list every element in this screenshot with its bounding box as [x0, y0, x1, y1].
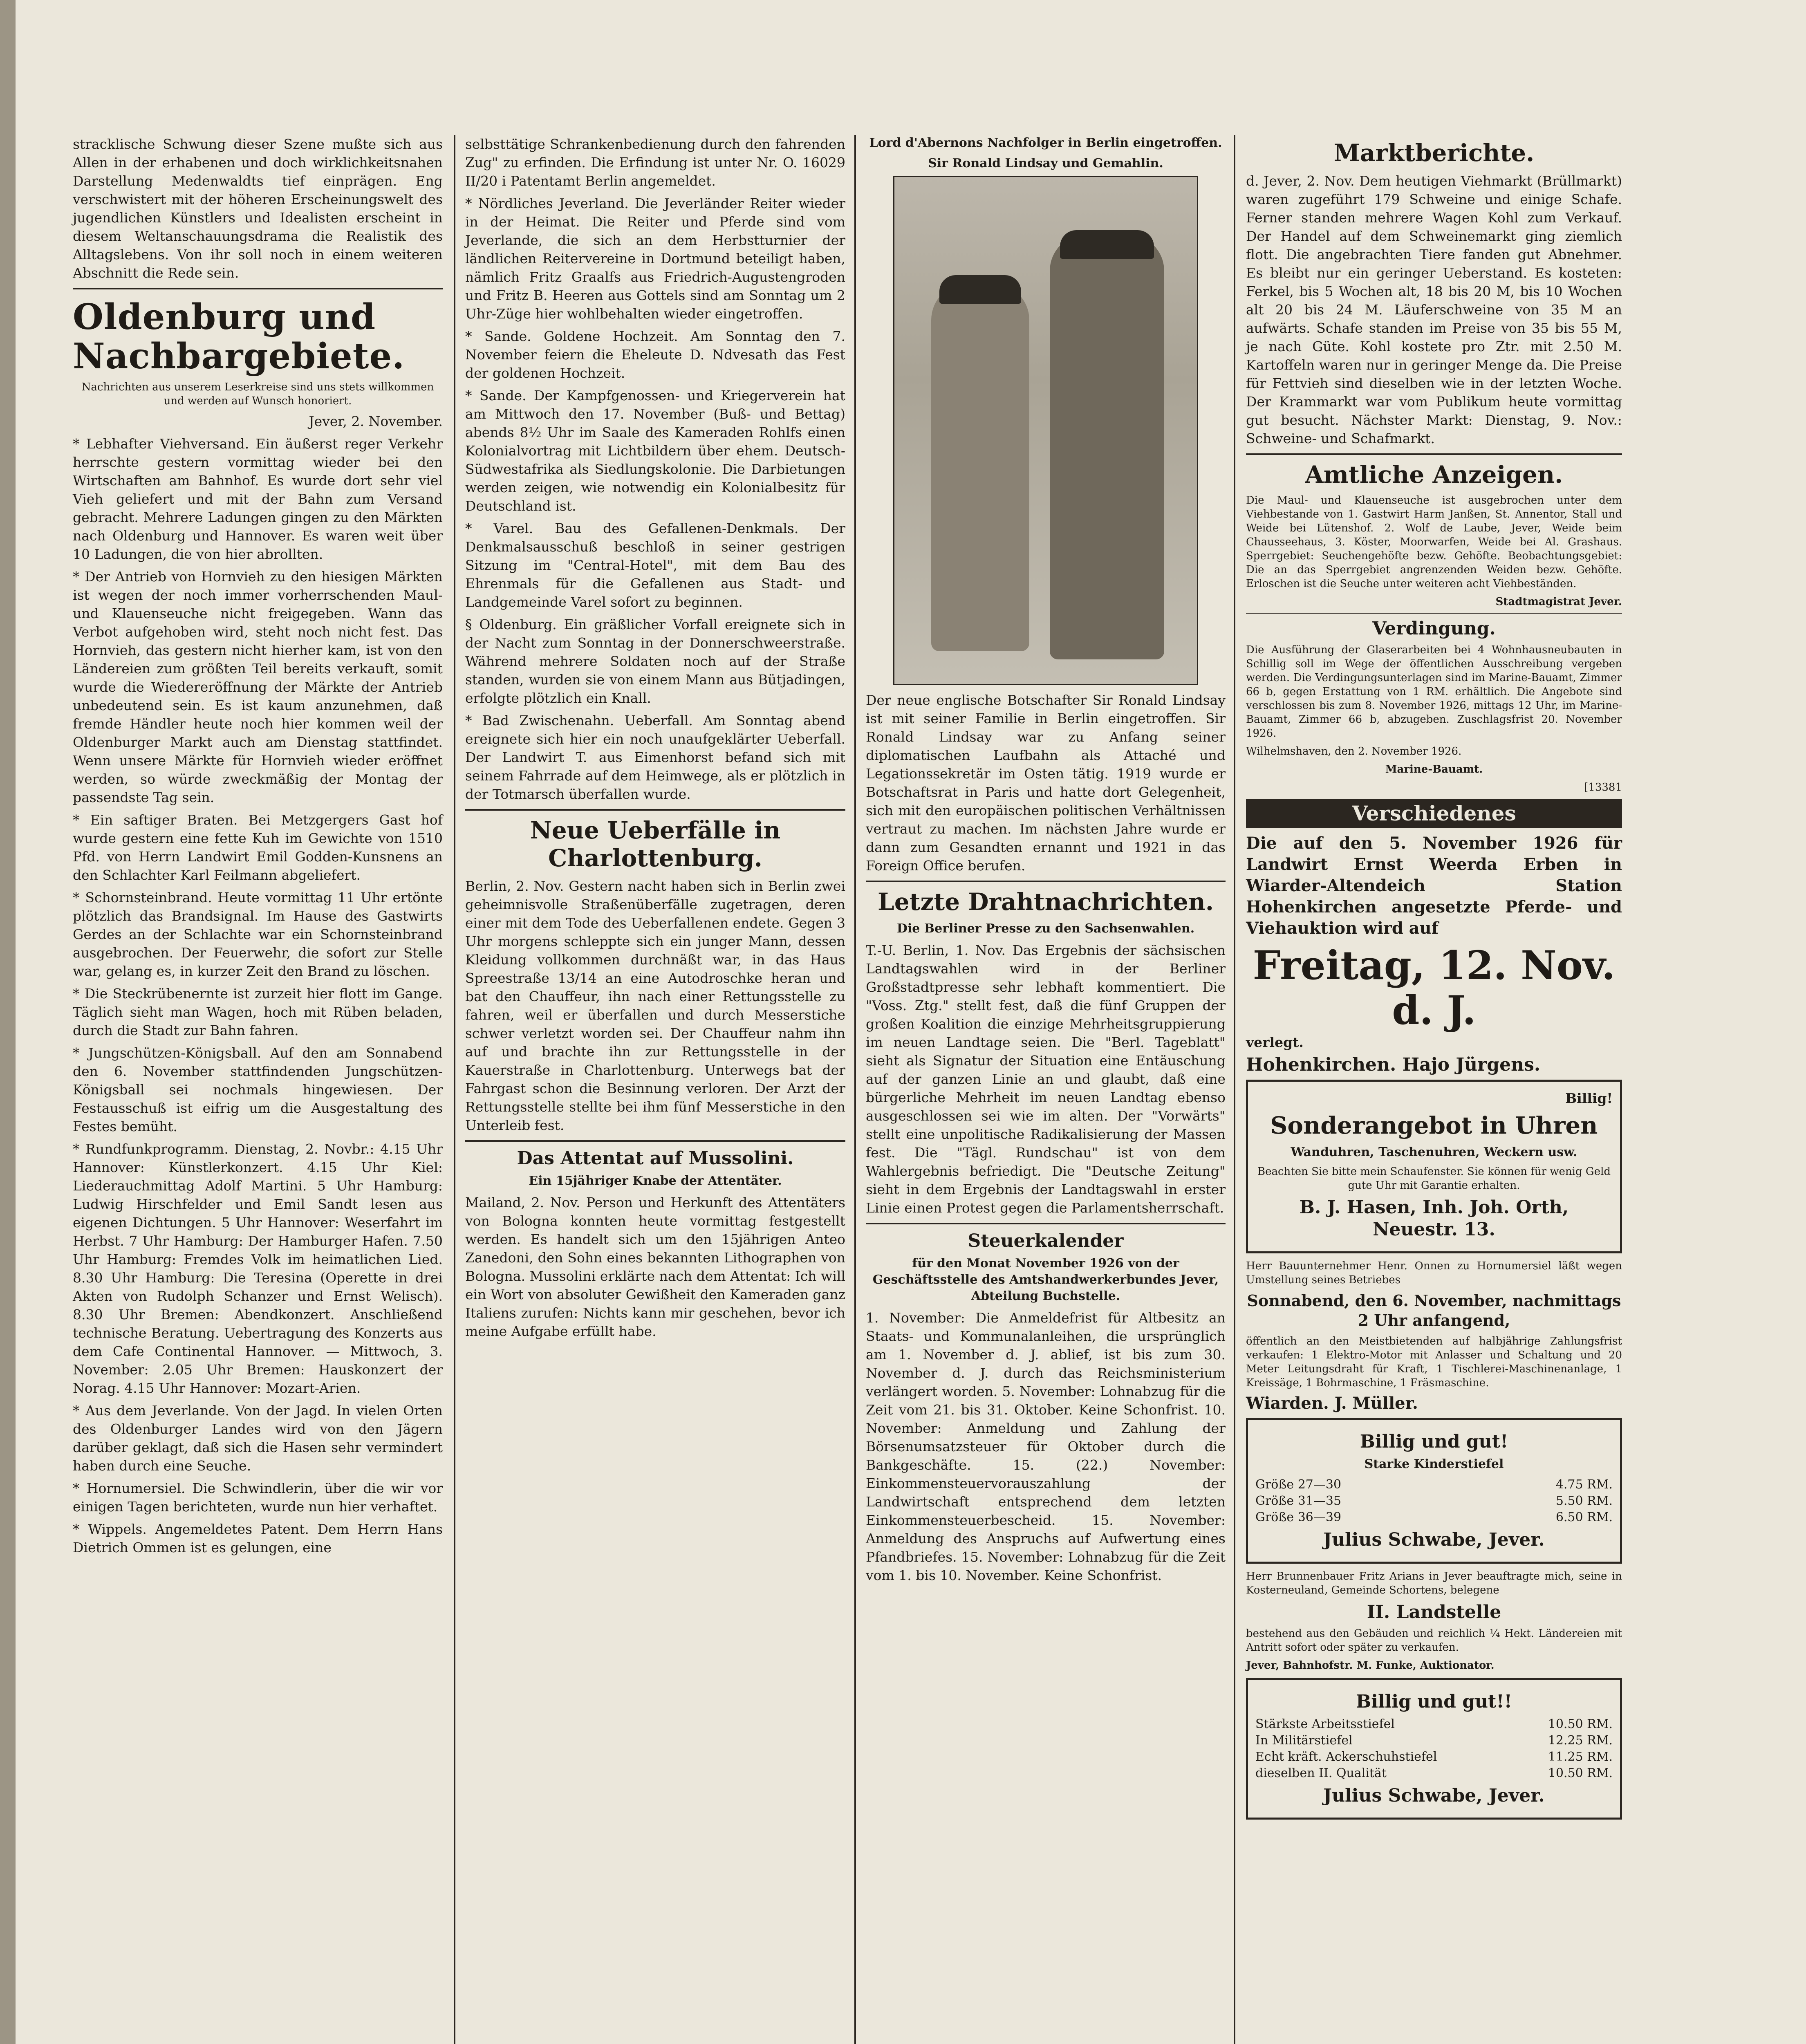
price-row: Stärkste Arbeitsstiefel 10.50 RM. [1255, 1717, 1613, 1731]
column-rule [854, 135, 856, 2044]
divider [1246, 613, 1622, 614]
watch-firm: B. J. Hasen, Inh. Joh. Orth, Neuestr. 13. [1299, 1197, 1569, 1240]
divider [73, 288, 443, 289]
hat-shape [1060, 230, 1154, 259]
news-item: * Bad Zwischenahn. Ueberfall. Am Sonntag abend ereignete sich hier ein noch unaufgeklärter Ueberfall. Der Landwirt T. aus Eimenhorst befand sich mit seinem Fahrrade auf dem Heimwege, als er plötzlich in der Totmarsch überfallen wurde. [465, 713, 845, 802]
shoe2-firm: Julius Schwabe, Jever. [1323, 1785, 1545, 1806]
section-title: Oldenburg und Nachbargebiete. [73, 296, 405, 377]
watch-title: Sonderangebot in Uhren [1270, 1112, 1598, 1139]
news-item: * Lebhafter Viehversand. Ein äußerst reger Verkehr herrschte gestern vormittag wieder bei den Wirtschaften am Bahnhof. Es wurde dort sehr viel Vieh geliefert und mit der Bahn zum Versand gebracht. Mehrere Ladungen gingen zu den Märkten nach Oldenburg und Hannover. Es waren weit über 10 Ladungen, die von hier abrollten. [73, 436, 443, 562]
photo-subtitle: Sir Ronald Lindsay und Gemahlin. [928, 156, 1163, 170]
land-intro: Herr Brunnenbauer Fritz Arians in Jever beauftragte mich, seine in Kosterneuland, Gemeinde Schortens, belegene [1246, 1570, 1622, 1596]
tender-org: Marine-Bauamt. [1385, 763, 1483, 775]
column-1 [73, 135, 443, 1561]
article-body: Mailand, 2. Nov. Person und Herkunft des Attentäters von Bologna konnten heute vormittag festgestellt werden. Es handelt sich um den 15jährigen Anteo Zanedoni, den Sohn eines bekannten Lithographen von Bologna. Mussolini erklärte nach dem Attentat: Ich will ein Wort von absoluter Gewißheit den Kameraden ganz Italiens zurufen: Nichts kann mir geschehen, bevor ich meine Aufgabe erfüllt habe. [465, 1195, 845, 1339]
news-item: * Varel. Bau des Gefallenen-Denkmals. Der Denkmalsausschuß beschloß in seiner gestrigen Sitzung im "Central-Hotel", mit dem Bau des Ehrenmals für die Gefallenen aus Stadt- und Landgemeinde Varel sofort zu beginnen. [465, 520, 845, 610]
article-body: Berlin, 2. Nov. Gestern nacht haben sich in Berlin zwei geheimnisvolle Straßenüberfälle zugetragen, deren einer mit dem Tode des Ueberfallenen endete. Gegen 3 Uhr morgens schleppte sich ein junger Mann, dessen Kleidung vollkommen durchnäßt war, in das Haus Spreestraße 13/14 an eine Autodroschke heran und bat den Chauffeur, ihn nach einer Rettungsstelle zu fahren, weil er überfallen und durch Messerstiche schwer verletzt worden sei. Der Chauffeur nahm ihn auf und brachte ihn zur Rettungsstelle in der Kauerstraße in Charlottenburg. Unterwegs bat der Fahrgast schon die Besinnung verloren. Der Arzt der Rettungsstelle stellte bei ihm fünf Messerstiche in den Unterleib fest. [465, 878, 845, 1133]
article-title: Das Attentat auf Mussolini. [517, 1148, 794, 1169]
shoe1-firm: Julius Schwabe, Jever. [1323, 1529, 1545, 1550]
column-rule [454, 135, 455, 2044]
auction-notice: Die auf den 5. November 1926 für Landwirt Ernst Weerda Erben in Wiarder-Altendeich Station Hohenkirchen angesetzte Pferde- und Viehauktion wird auf [1246, 834, 1622, 938]
price-row: Größe 27—30 4.75 RM. [1255, 1477, 1613, 1492]
shoe1-subtitle: Starke Kinderstiefel [1364, 1457, 1504, 1471]
official-notice: Die Maul- und Klauenseuche ist ausgebrochen unter dem Viehbestande von 1. Gastwirt Harm Janßen, St. Annentor, Stall und Weide bei Lütenshof. 2. Wolf de Laube, Jever, Weide beim Chausseehaus, 3. Köster, Moorwarfen, Weide bei Al. Grashaus. Sperrgebiet: Seuchengehöfte bezw. Gehöfte. Beobachtungsgebiet: Die an das Sperrgebiet angrenzenden Weiden bezw. Gehöfte. Erloschen ist die Seuche unter weiteren acht Viehbeständen. [1246, 494, 1622, 590]
news-item: * Aus dem Jeverlande. Von der Jagd. In vielen Orten des Oldenburger Landes wird von den Jägern darüber geklagt, daß sich die Hasen sehr vermindert haben durch eine Seuche. [73, 1403, 443, 1474]
news-item: selbsttätige Schrankenbedienung durch den fahrenden Zug" zu erfinden. Die Erfindung ist unter Nr. O. 16029 II/20 i Patentamt Berlin angemeldet. [465, 136, 845, 189]
divider [465, 809, 845, 811]
news-section-title: Letzte Drahtnachrichten. [877, 888, 1214, 916]
tender-number: [13381 [1584, 781, 1622, 793]
misc-banner: Verschiedenes [1246, 799, 1622, 828]
land-title: II. Landstelle [1367, 1602, 1501, 1623]
photo-title: Lord d'Abernons Nachfolger in Berlin eingetroffen. [869, 136, 1222, 150]
dateline: Jever, 2. November. [309, 413, 443, 429]
shoe2-title: Billig und gut!! [1356, 1691, 1512, 1712]
price-row: In Militärstiefel 12.25 RM. [1255, 1733, 1613, 1748]
news-item: * Sande. Goldene Hochzeit. Am Sonntag den 7. November feiern die Eheleute D. Ndvesath das Fest der goldenen Hochzeit. [465, 328, 845, 381]
tender-title: Verdingung. [1372, 618, 1496, 639]
news-subtitle: Die Berliner Presse zu den Sachsenwahlen. [896, 921, 1195, 936]
divider [866, 881, 1226, 882]
auction-date: Freitag, 12. Nov. d. J. [1253, 942, 1616, 1033]
news-item: § Oldenburg. Ein gräßlicher Vorfall ereignete sich in der Nacht zum Sonntag in der Donnerschweerstraße. Während mehrere Soldaten noch auf der Straße standen, wurden sie von einem Mann aus Bütjadingen, erfolgte plötzlich ein Knall. [465, 616, 845, 706]
price-row: Echt kräft. Ackerschuhstiefel 11.25 RM. [1255, 1750, 1613, 1764]
section-note: Nachrichten aus unserem Leserkreise sind uns stets willkommen und werden auf Wunsch honoriert. [81, 381, 434, 407]
market-body: d. Jever, 2. Nov. Dem heutigen Viehmarkt (Brüllmarkt) waren zugeführt 179 Schweine und einige Schafe. Ferner standen mehrere Wagen Kohl zum Verkauf. Der Handel auf dem Schweinemarkt ging ziemlich flott. Die angebrachten Tiere fanden gut Abnehmer. Es bleibt nur ein geringer Ueberstand. Es kosteten: Ferkel, bis 5 Wochen alt, 18 bis 20 M, bis 10 Wochen alt 20 bis 24 M. Läuferschweine von 35 M an aufwärts. Schafe standen im Preise von 35 bis 55 M, je nach Güte. Kohl kostete pro Ztr. mit 2.50 M. Kartoffeln waren nur in geringer Menge da. Die Preise für Fettvieh sind dieselben wie in der letzten Woche. Der Krammarkt war vom Publikum heute vormittag gut besucht. Nächster Markt: Dienstag, 9. Nov.: Schweine- und Schafmarkt. [1246, 173, 1622, 446]
watch-advert [1246, 1080, 1622, 1253]
column-3 [866, 135, 1226, 1589]
man-figure [1050, 234, 1164, 659]
land-body: bestehend aus den Gebäuden und reichlich ¼ Hekt. Ländereien mit Antritt sofort oder später zu verkaufen. [1246, 1627, 1622, 1654]
auction-signature: Hohenkirchen. Hajo Jürgens. [1246, 1054, 1541, 1075]
divider [1246, 453, 1622, 455]
auction2-date: Sonnabend, den 6. November, nachmittags 2 Uhr anfangend, [1247, 1291, 1621, 1329]
divider [866, 1223, 1226, 1224]
shoe-advert-2 [1246, 1678, 1622, 1820]
news-item: * Nördliches Jeverland. Die Jeverländer Reiter wieder in der Heimat. Die Reiter und Pferde sind vom Jeverlande, die sich an dem Herbstturnier der ländlichen Reitervereine in Dortmund beteiligt haben, nämlich Fritz Graalfs aus Friedrich-Augustengroden und Fritz B. Heeren aus Gottels sind am Sonntag um 2 Uhr-Züge hier wohlbehalten wieder eingetroffen. [465, 195, 845, 322]
news-item: * Jungschützen-Königsball. Auf den am Sonnabend den 6. November stattfindenden Jungschützen-Königsball sei nochmals hingewiesen. Der Festausschuß ist eifrig um die Ausgestaltung des Festes bemüht. [73, 1045, 443, 1134]
auction2-intro: Herr Bauunternehmer Henr. Onnen zu Hornumersiel läßt wegen Umstellung seines Betriebes [1246, 1260, 1622, 1286]
news-item: * Die Steckrübenernte ist zurzeit hier flott im Gange. Täglich sieht man Wagen, hoch mit Rüben beladen, durch die Stadt zur Bahn fahren. [73, 986, 443, 1038]
column-4 [1246, 135, 1622, 1825]
news-item: * Der Antrieb von Hornvieh zu den hiesigen Märkten ist wegen der noch immer vorherrschenden Maul- und Klauenseuche nicht freigegeben. Wann das Verbot aufgehoben wird, steht noch nicht fest. Das Hornvieh, das gestern nicht hierher kam, ist von den Ländereien zum größten Teil bereits verkauft, somit wurde die Wiedereröffnung der Märkte der Antrieb unbedeutend sein. Es ist kaum anzunehmen, daß fremde Händler heute noch hier kommen weil der Oldenburger Markt auch am Dienstag stattfindet. Wenn unsere Märkte für Hornvieh wieder eröffnet werden, so würde zweckmäßig der Montag der passendste Tag sein. [73, 569, 443, 805]
intro-text: stracklische Schwung dieser Szene mußte sich aus Allen in der erhabenen und doch wirklichkeitsnahen Darstellung Medenwaldts tief einprägen. Eng verschwistert mit der höheren Erscheinungswelt des jugendlichen Künstlers und Idealisten erscheint in diesem Weltanschauungsdrama die Realistik des Alltagslebens. Von ihr soll noch in einem weiteren Abschnitt die Rede sein. [73, 136, 443, 281]
news-item: * Schornsteinbrand. Heute vormittag 11 Uhr ertönte plötzlich das Brandsignal. Im Hause des Gastwirts Gerdes an der Schlachte war ein Schornsteinbrand ausgebrochen. Der Feuerwehr, die sofort zur Stelle war, gelang es, in kurzer Zeit den Brand zu löschen. [73, 890, 443, 979]
auction2-body: öffentlich an den Meistbietenden auf halbjährige Zahlungsfrist verkaufen: 1 Elektro-Motor mit Anlasser und Schaltung und 20 Meter Leitungsdraht für Kraft, 1 Tischlerei-Maschinenanlage, 1 Kreissäge, 1 Bohrmaschine, 1 Fräsmaschine. [1246, 1335, 1622, 1389]
watch-text: Beachten Sie bitte mein Schaufenster. Sie können für wenig Geld gute Uhr mit Garantie erhalten. [1257, 1165, 1611, 1192]
price-row: Größe 36—39 6.50 RM. [1255, 1510, 1613, 1524]
column-2 [465, 135, 845, 1345]
watch-subtitle: Wanduhren, Taschenuhren, Weckern usw. [1291, 1145, 1577, 1159]
tax-calendar-title: Steuerkalender [968, 1230, 1124, 1251]
land-signature: Jever, Bahnhofstr. M. Funke, Auktionator. [1246, 1659, 1495, 1672]
portrait-photo [893, 176, 1198, 685]
watch-billig: Billig! [1565, 1090, 1613, 1106]
official-notices-title: Amtliche Anzeigen. [1305, 461, 1563, 489]
news-item: * Wippels. Angemeldetes Patent. Dem Herrn Hans Dietrich Ommen ist es gelungen, eine [73, 1521, 443, 1555]
price-row: Größe 31—35 5.50 RM. [1255, 1494, 1613, 1508]
column-rule [1234, 135, 1235, 2044]
tender-body: Die Ausführung der Glaserarbeiten bei 4 Wohnhausneubauten in Schillig soll im Wege der öffentlichen Ausschreibung vergeben werden. Die Verdingungsunterlagen sind im Marine-Bauamt, Zimmer 66 b, gegen Erstattung von 1 RM. erhältlich. Die Angebote sind verschlossen bis zum 8. November 1926, mittags 12 Uhr, im Marine-Bauamt, Zimmer 66 b, abzugeben. Zuschlagsfrist 20. November 1926. [1246, 644, 1622, 740]
woman-figure [931, 283, 1029, 651]
shoe1-title: Billig und gut! [1360, 1431, 1508, 1452]
newspaper-page [16, 0, 1806, 2044]
photo-caption: Der neue englische Botschafter Sir Ronald Lindsay ist mit seiner Familie in Berlin eingetroffen. Sir Ronald Lindsay war zu Anfang seiner diplomatischen Laufbahn als Attaché und Legationssekretär im Osten tätig. 1919 wurde er Botschaftsrat in Paris und hatte dort Gelegenheit, sich mit den europäischen politischen Verhältnissen vertraut zu machen. Im nächsten Jahre wurde er dann zum Gesandten ernannt und 1921 in das Foreign Office berufen. [866, 692, 1226, 874]
page-edge [0, 0, 16, 2044]
official-signature: Stadtmagistrat Jever. [1495, 596, 1622, 608]
auction-verlegt: verlegt. [1246, 1034, 1304, 1050]
tender-signature: Wilhelmshaven, den 2. November 1926. [1246, 745, 1462, 758]
price-row: dieselben II. Qualität 10.50 RM. [1255, 1766, 1613, 1780]
article-subtitle: Ein 15jähriger Knabe der Attentäter. [529, 1174, 782, 1188]
market-title: Marktberichte. [1333, 139, 1535, 167]
tax-calendar-subtitle: für den Monat November 1926 von der Geschäftsstelle des Amtshandwerkerbundes Jever, Abteilung Buchstelle. [872, 1256, 1219, 1303]
news-item: * Hornumersiel. Die Schwindlerin, über die wir vor einigen Tagen berichteten, wurde nun hier verhaftet. [73, 1480, 443, 1515]
article-title: Neue Ueberfälle in Charlottenburg. [530, 816, 781, 872]
tax-calendar-body: 1. November: Die Anmeldefrist für Altbesitz an Staats- und Kommunalanleihen, die ursprünglich am 1. November d. J. ablief, ist bis zum 30. November d. J. durch das Reichsministerium verlängert worden. 5. November: Lohnabzug für die Zeit vom 21. bis 31. Oktober. Keine Schonfrist. 10. November: Anmeldung und Zahlung der Börsenumsatzsteuer für Oktober durch die Bankgeschäfte. 15. (22.) November: Einkommensteuervorauszahlung der Landwirtschaft entsprechend dem letzten Einkommensteuerbescheid. 15. November: Anmeldung des Anspruchs auf Aufwertung eines Pfandbriefes. 15. November: Lohnabzug für die Zeit vom 1. bis 10. November. Keine Schonfrist. [866, 1310, 1226, 1583]
radio-program: * Rundfunkprogramm. Dienstag, 2. Novbr.: 4.15 Uhr Hannover: Künstlerkonzert. 4.15 Uhr Kiel: Liederauchmittag Adolf Martini. 5 Uhr Hamburg: Ludwig Hirschfelder und Emil Sandt lesen aus eigenen Dichtungen. 5 Uhr Hannover: Weserfahrt im Herbst. 7 Uhr Hamburg: Der Hamburger Hafen. 7.50 Uhr Hamburg: Fremdes Volk im heimatlichen Lied. 8.30 Uhr Hamburg: Die Teresina (Operette in drei Akten von Rudolph Schanzer und Ernst Welisch). 8.30 Uhr Bremen: Abendkonzert. Anschließend technische Beratung. Uebertragung des Konzerts aus dem Cafe Continental Hannover. — Mittwoch, 3. November: 2.05 Uhr Bremen: Hauskonzert der Norag. 4.15 Uhr Hannover: Mozart-Arien. [73, 1141, 443, 1396]
auction2-signature: Wiarden. J. Müller. [1246, 1394, 1418, 1413]
divider [465, 1140, 845, 1142]
shoe-advert-1 [1246, 1418, 1622, 1564]
news-body: T.-U. Berlin, 1. Nov. Das Ergebnis der sächsischen Landtagswahlen wird in der Berliner Großstadtpresse sehr lebhaft kommentiert. Die "Voss. Ztg." stellt fest, daß die fünf Gruppen der großen Koalition die einzige Mehrheitsgruppierung im neuen Landtage seien. Die "Berl. Tageblatt" sieht als Signatur der Situation eine Entäuschung auf der ganzen Linie an und glaubt, daß eine bürgerliche Mehrheit im neuen Landtag ebenso ausgeschlossen sei wie im alten. Der "Vorwärts" stellt eine unpolitische Radikalisierung der Massen fest. Die "Tägl. Rundschau" ist von dem Wahlergebnis befriedigt. Die "Deutsche Zeitung" sieht in dem Ergebnis der Landtagswahl in erster Linie einen Protest gegen die Parlamentsherrschaft. [866, 942, 1226, 1216]
news-item: * Ein saftiger Braten. Bei Metzgergers Gast hof wurde gestern eine fette Kuh im Gewichte von 1510 Pfd. von Herrn Landwirt Emil Godden-Kunsnens an den Schlachter Karl Feilmann abgeliefert. [73, 812, 443, 883]
hat-shape [939, 275, 1021, 304]
news-item: * Sande. Der Kampfgenossen- und Kriegerverein hat am Mittwoch den 17. November (Buß- und Bettag) abends 8½ Uhr im Saale des Kameraden Rohlfs einen Kolonialvortrag mit Lichtbildern über ehem. Deutsch-Südwestafrika als Siedlungskolonie. Die Darbietungen werden zeigen, wie notwendig ein Kolonialbesitz für Deutschland ist. [465, 388, 845, 514]
